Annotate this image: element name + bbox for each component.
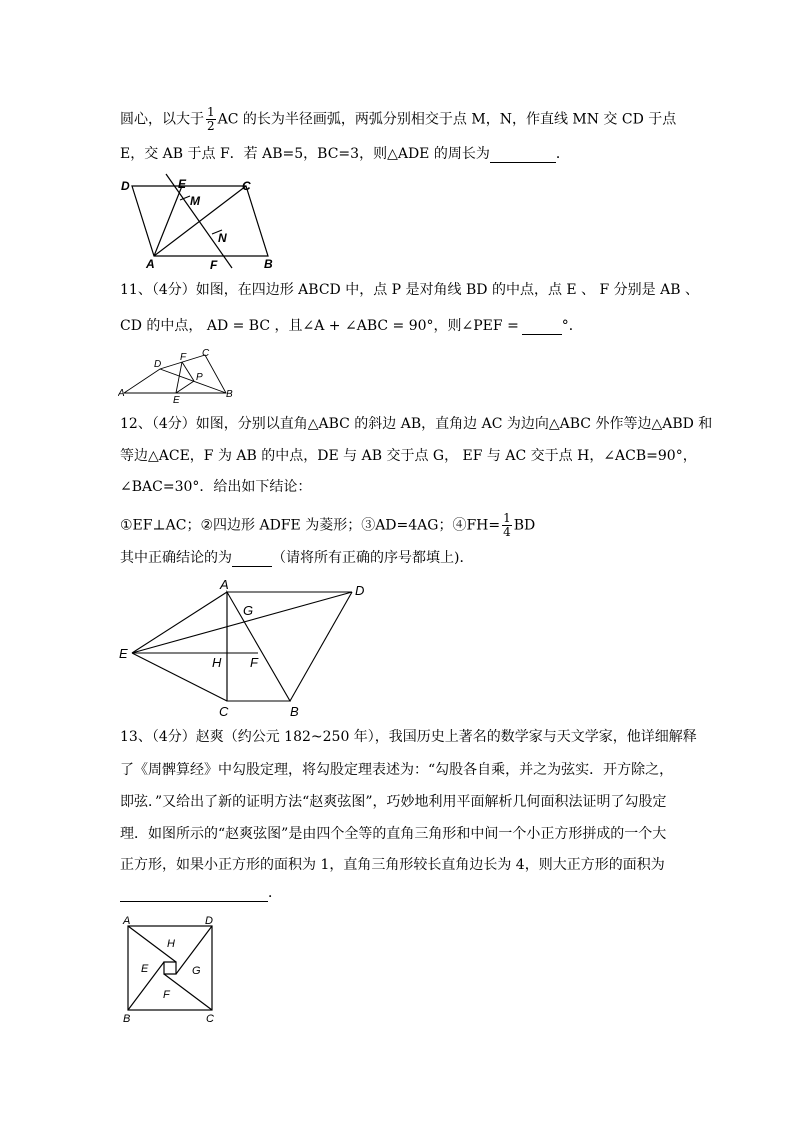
label-D: D — [121, 179, 130, 193]
label-C: C — [206, 1013, 214, 1024]
label-C: C — [242, 179, 251, 193]
label-B: B — [226, 389, 233, 400]
label-G: G — [243, 603, 254, 618]
label-B: B — [264, 257, 273, 271]
label-A: A — [118, 388, 125, 399]
label-B: B — [123, 1013, 131, 1024]
label-F: F — [210, 258, 218, 272]
label-C: C — [202, 348, 210, 359]
q11-line-1: 11、（4分）如图，在四边形 ABCD 中，点 P 是对角线 BD 的中点，点 E 、 F 分别是 AB 、 — [120, 282, 699, 298]
label-E: E — [119, 646, 128, 661]
q10-text: 圆心，以大于 — [120, 111, 204, 128]
q12-line-3: ∠BAC=30°．给出如下结论： — [120, 479, 312, 495]
q11-figure — [118, 345, 238, 409]
answer-blank[interactable] — [522, 320, 562, 335]
label-F: F — [250, 655, 258, 670]
fraction-one-half: $\frac{1}{2}$ — [207, 105, 215, 133]
q13-line-4: 理．如图所示的“赵爽弦图”是由四个全等的直角三角形和中间一个小正方形拼成的一个大 — [120, 826, 667, 842]
q12-figure — [116, 578, 376, 724]
answer-blank[interactable] — [490, 148, 556, 163]
label-F: F — [180, 352, 187, 363]
q13-line-3: 即弦．”又给出了新的证明方法“赵爽弦图”，巧妙地利用平面解析几何面积法证明了勾股定 — [120, 794, 667, 810]
label-D: D — [154, 359, 162, 370]
q10-parallelogram-diagram — [118, 172, 288, 272]
label-C: C — [219, 704, 229, 719]
q13-line-6: ． — [120, 884, 282, 902]
q13-line-1: 13、（4分）赵爽（约公元 182~250 年），我国历史上著名的数学家与天文学家，他详细解释 — [120, 729, 697, 745]
q12-triangles-diagram — [116, 578, 376, 720]
label-D: D — [205, 915, 213, 927]
label-A: A — [146, 257, 155, 271]
label-E: E — [141, 963, 149, 975]
q10-figure — [118, 172, 288, 276]
label-G: G — [192, 965, 201, 977]
label-A: A — [220, 578, 229, 592]
fraction-one-quarter: $\frac{1}{4}$ — [503, 511, 511, 539]
q12-line-1: 12、（4分）如图，分别以直角△ABC 的斜边 AB，直角边 AC 为边向△ABC 外作等边△ABD 和 — [120, 416, 713, 432]
q13-line-5: 正方形，如果小正方形的面积为 1，直角三角形较长直角边长为 4，则大正方形的面积为 — [120, 857, 665, 873]
q10-line-2: E，交 AB 于点 F．若 AB=5，BC=3，则△ADE 的周长为 ． — [120, 146, 570, 162]
label-E: E — [173, 395, 180, 405]
q10-text: AC 的长为半径画弧，两弧分别相交于点 M，N，作直线 MN 交 CD 于点 — [217, 111, 677, 128]
q13-zhaoshuang-diagram — [118, 912, 224, 1024]
q10-line-1 — [120, 106, 676, 133]
q12-line-5: 其中正确结论的为 （请将所有正确的序号都填上)． — [120, 550, 474, 566]
label-H: H — [167, 938, 175, 950]
label-M: M — [190, 194, 200, 208]
q11-quadrilateral-diagram — [118, 345, 238, 405]
label-B: B — [290, 704, 299, 719]
q12-line-2: 等边△ACE，F 为 AB 的中点，DE 与 AB 交于点 G， EF 与 AC 交于点 H，∠ACB=90°， — [120, 448, 697, 464]
q13-line-2: 了《周髀算经》中勾股定理，将勾股定理表述为：“勾股各自乘，并之为弦实．开方除之， — [120, 762, 674, 778]
label-N: N — [218, 231, 227, 245]
label-E: E — [178, 177, 187, 191]
label-A: A — [123, 915, 131, 927]
answer-blank[interactable] — [120, 887, 268, 902]
label-F: F — [163, 989, 170, 1001]
answer-blank[interactable] — [232, 552, 272, 567]
label-P: P — [196, 372, 203, 383]
q12-line-4: ①EF⊥AC；②四边形 ADFE 为菱形；③AD=4AG；④FH= $\frac{1}{4}$ BD — [120, 511, 536, 539]
label-H: H — [212, 655, 222, 670]
q11-line-2: CD 的中点， AD = BC ，且∠A + ∠ABC = 90°，则∠PEF = °． — [120, 318, 583, 334]
q13-figure — [118, 912, 224, 1028]
label-D: D — [355, 583, 365, 598]
